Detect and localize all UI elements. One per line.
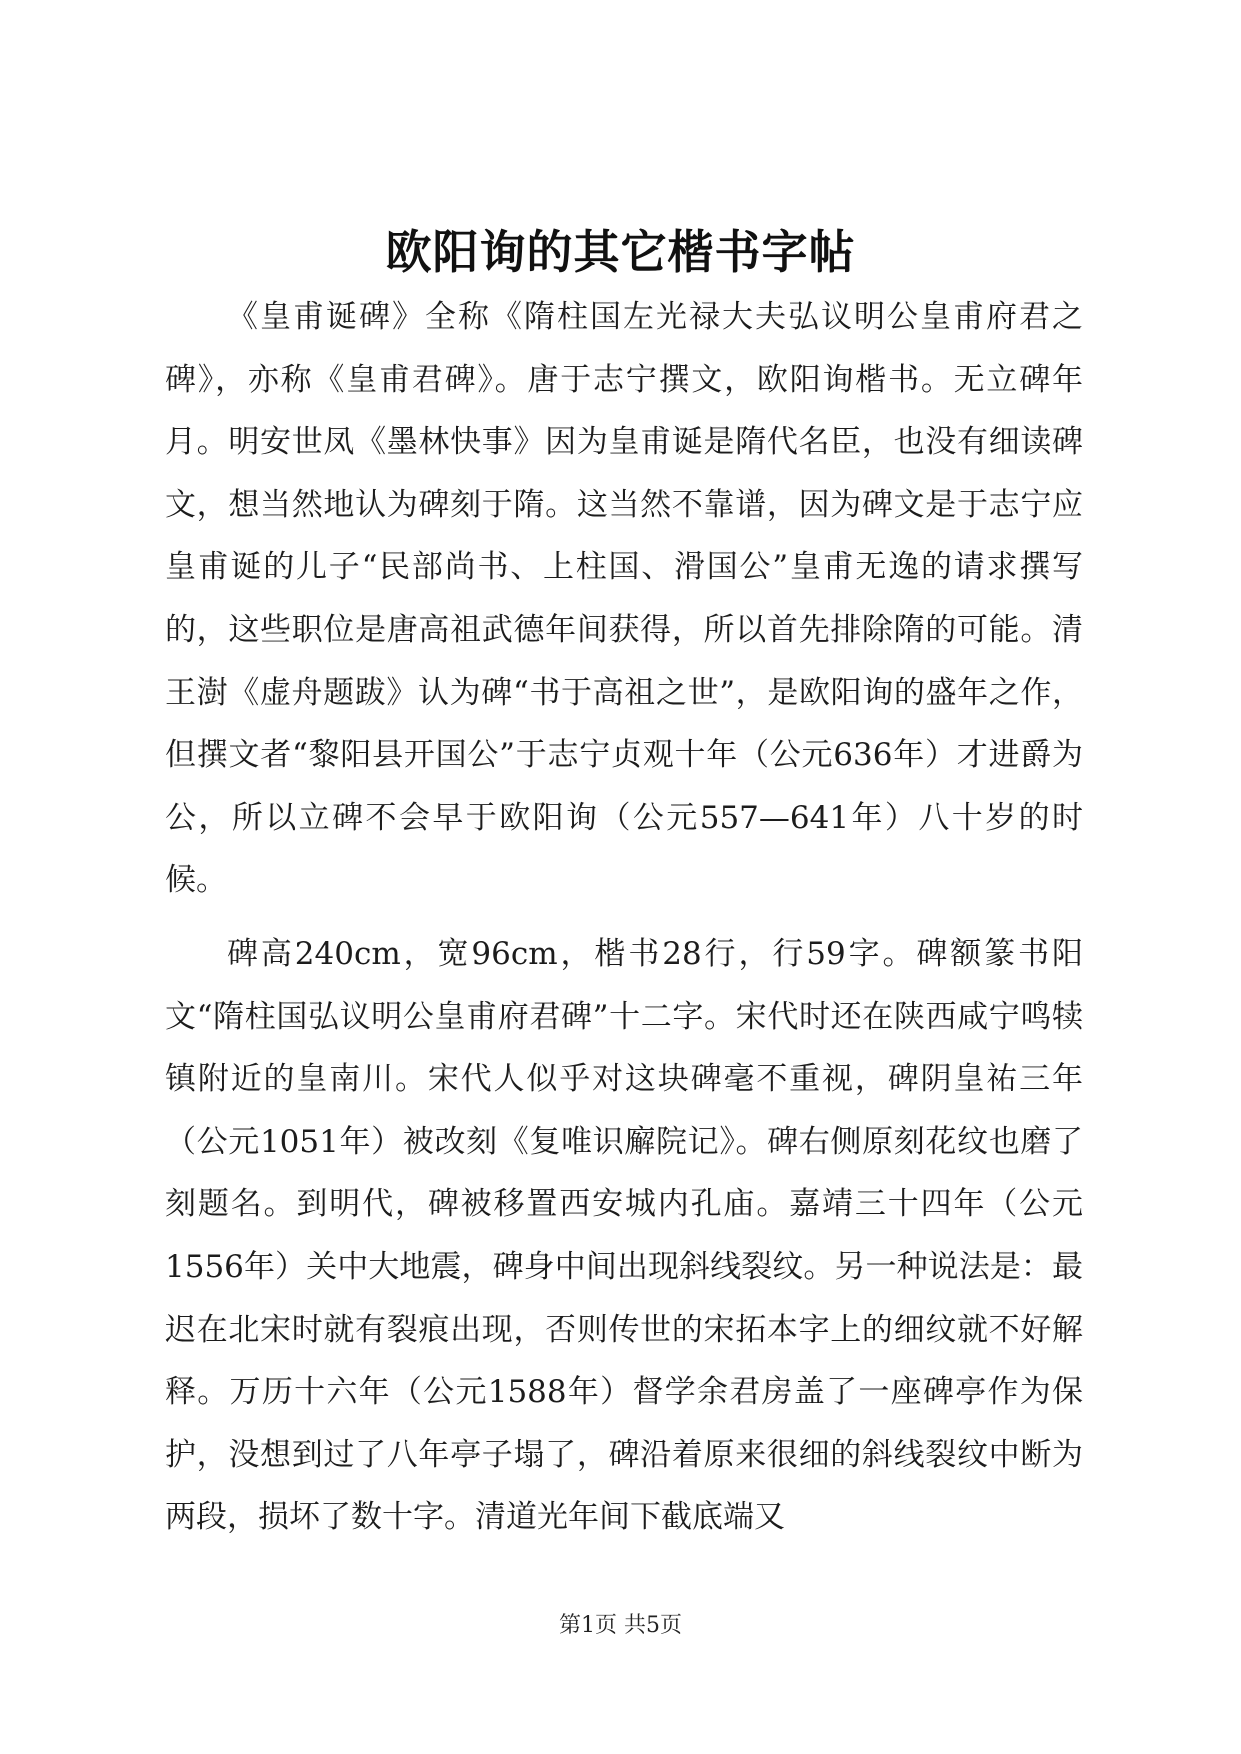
page-footer: 第1页 共5页 [559, 1613, 682, 1638]
document-body [165, 286, 1083, 1560]
paragraph-1: 《皇甫诞碑》全称《隋柱国左光禄大夫弘议明公皇甫府君之碑》，亦称《皇甫君碑》。唐于志宁撰文，欧阳询楷书。无立碑年月。明安世凤《墨林快事》因为皇甫诞是隋代名臣，也没有细读碑文，想当然地认为碑刻于隋。这当然不靠谱，因为碑文是于志宁应皇甫诞的儿子“民部尚书、上柱国、滑国公”皇甫无逸的请求撰写的，这些职位是唐高祖武德年间获得，所以首先排除隋的可能。清王澍《虚舟题跋》认为碑“书于高祖之世”，是欧阳询的盛年之作，但撰文者“黎阳县开国公”于志宁贞观十年（公元636年）才进爵为公，所以立碑不会早于欧阳询（公元557—641年）八十岁的时候。 [165, 299, 1083, 899]
paragraph-2: 碑高240cm，宽96cm，楷书28行，行59字。碑额篆书阳文“隋柱国弘议明公皇甫府君碑”十二字。宋代时还在陕西咸宁鸣犊镇附近的皇南川。宋代人似乎对这块碑毫不重视，碑阴皇祐三年（公元1051年）被改刻《复唯识廨院记》。碑右侧原刻花纹也磨了刻题名。到明代，碑被移置西安城内孔庙。嘉靖三十四年（公元1556年）关中大地震，碑身中间出现斜线裂纹。另一种说法是：最迟在北宋时就有裂痕出现，否则传世的宋拓本字上的细纹就不好解释。万历十六年（公元1588年）督学余君房盖了一座碑亭作为保护，没想到过了八年亭子塌了，碑沿着原来很细的斜线裂纹中断为两段，损坏了数十字。清道光年间下截底端又 [165, 935, 1083, 1536]
document-title: 欧阳询的其它楷书字帖 [385, 225, 856, 279]
